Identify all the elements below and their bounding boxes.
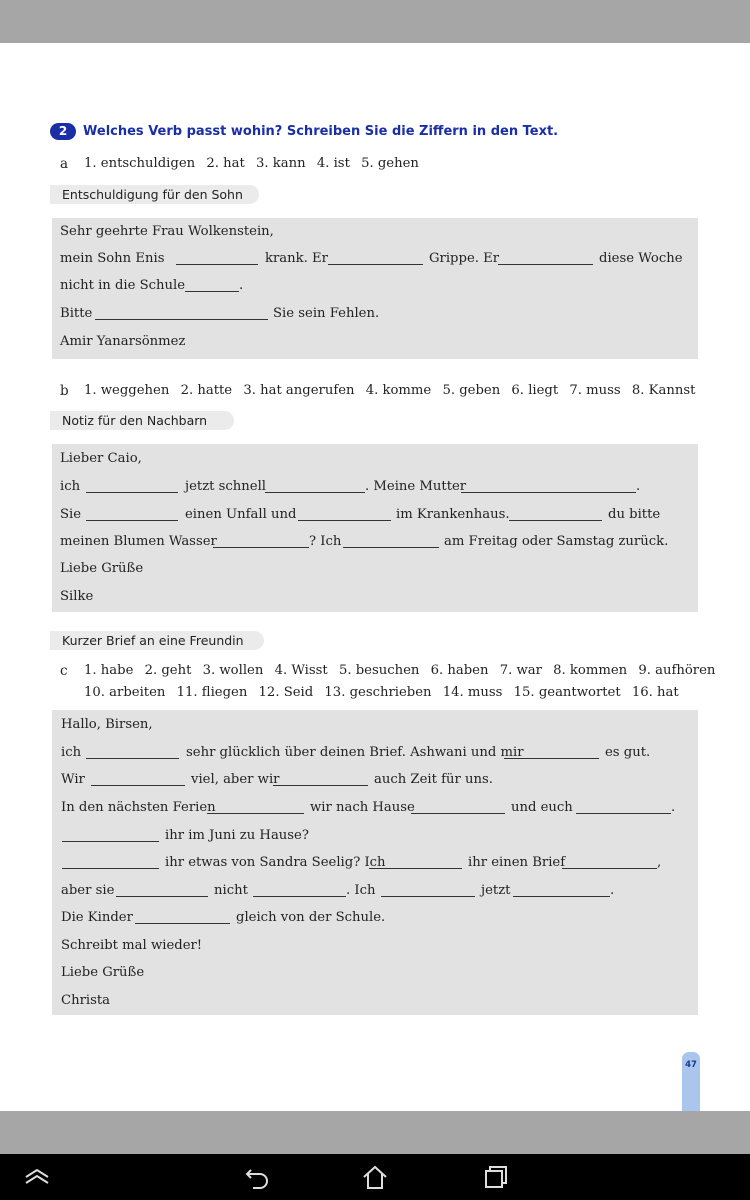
text-fragment: viel, aber wir — [191, 772, 280, 787]
answer-blank[interactable] — [562, 868, 657, 869]
part-c-letter: c — [60, 663, 68, 679]
text-fragment: ihr einen Brief — [468, 855, 566, 870]
text-fragment: mein Sohn Enis — [60, 251, 165, 266]
text-fragment: . Ich — [346, 883, 376, 898]
letter-closing: Liebe Grüße — [60, 561, 144, 576]
answer-blank[interactable] — [207, 813, 304, 814]
letter-greeting: Hallo, Birsen, — [61, 717, 153, 732]
word-option: 3. kann — [255, 156, 306, 171]
word-option: 11. fliegen — [176, 685, 248, 700]
text-fragment: du bitte — [608, 507, 661, 522]
answer-blank[interactable] — [369, 868, 462, 869]
answer-blank[interactable] — [273, 785, 368, 786]
answer-blank[interactable] — [62, 868, 159, 869]
part-a-word-list — [84, 156, 426, 171]
answer-blank[interactable] — [135, 923, 230, 924]
part-a-heading: Entschuldigung für den Sohn — [50, 185, 259, 204]
word-option: 3. hat angerufen — [243, 383, 355, 398]
text-fragment: Grippe. Er — [429, 251, 500, 266]
text-fragment: , — [657, 855, 662, 870]
word-option: 7. war — [499, 663, 542, 678]
text-fragment: Wir — [61, 772, 85, 787]
part-c-word-list-row2 — [84, 685, 686, 700]
answer-blank[interactable] — [509, 520, 602, 521]
word-option: 2. hatte — [180, 383, 233, 398]
answer-blank[interactable] — [513, 896, 610, 897]
text-fragment: nicht — [214, 883, 248, 898]
text-fragment: jetzt — [481, 883, 511, 898]
text-fragment: ? Ich — [309, 534, 342, 549]
text-fragment: und euch — [511, 800, 573, 815]
text-fragment: Sie sein Fehlen. — [273, 306, 380, 321]
text-fragment: . — [636, 479, 641, 494]
word-option: 1. entschuldigen — [84, 156, 196, 171]
text-fragment: . Meine Mutter — [365, 479, 467, 494]
letter-greeting: Lieber Caio, — [60, 451, 142, 466]
text-fragment: Sie — [60, 507, 82, 522]
answer-blank[interactable] — [298, 520, 391, 521]
part-b-word-list — [84, 383, 702, 398]
answer-blank[interactable] — [185, 291, 239, 292]
word-option: 5. besuchen — [338, 663, 420, 678]
text-fragment: sehr glücklich über deinen Brief. Ashwani und mir — [186, 745, 524, 760]
text-fragment: am Freitag oder Samstag zurück. — [444, 534, 669, 549]
text-fragment: nicht in die Schule — [60, 278, 186, 293]
word-option: 4. ist — [316, 156, 350, 171]
part-b-text-box — [52, 444, 698, 612]
text-fragment: es gut. — [605, 745, 651, 760]
letter-greeting: Sehr geehrte Frau Wolkenstein, — [60, 224, 274, 239]
text-fragment: ich — [60, 479, 81, 494]
text-fragment: diese Woche — [599, 251, 683, 266]
exercise-number-badge: 2 — [50, 123, 76, 140]
word-option: 2. hat — [206, 156, 245, 171]
word-option: 15. geantwortet — [513, 685, 621, 700]
text-fragment: In den nächsten Ferien — [61, 800, 216, 815]
part-b-letter: b — [60, 383, 69, 399]
top-status-bar — [0, 0, 750, 43]
word-option: 5. geben — [442, 383, 501, 398]
word-option: 2. geht — [144, 663, 192, 678]
answer-blank[interactable] — [504, 758, 599, 759]
word-option: 1. weggehen — [84, 383, 170, 398]
text-fragment: wir nach Hause — [310, 800, 415, 815]
part-b-heading: Notiz für den Nachbarn — [50, 411, 234, 430]
letter-closing: Liebe Grüße — [61, 965, 145, 980]
answer-blank[interactable] — [343, 547, 439, 548]
answer-blank[interactable] — [86, 758, 179, 759]
text-fragment: ich — [61, 745, 82, 760]
exercise-title — [50, 121, 558, 141]
text-fragment: krank. Er — [265, 251, 328, 266]
answer-blank[interactable] — [411, 813, 505, 814]
word-option: 16. hat — [631, 685, 679, 700]
text-fragment: jetzt schnell — [185, 479, 267, 494]
word-option: 3. wollen — [202, 663, 264, 678]
text-fragment: auch Zeit für uns. — [374, 772, 493, 787]
word-option: 6. haben — [430, 663, 489, 678]
navigation-bar — [0, 1154, 750, 1200]
text-fragment: im Krankenhaus. — [396, 507, 510, 522]
text-fragment: meinen Blumen Wasser — [60, 534, 217, 549]
bottom-bar — [0, 1111, 750, 1154]
word-option: 7. muss — [569, 383, 621, 398]
answer-blank[interactable] — [62, 841, 159, 842]
text-fragment: . — [671, 800, 676, 815]
text-fragment: einen Unfall und — [185, 507, 297, 522]
answer-blank[interactable] — [116, 896, 208, 897]
text-fragment: . — [239, 278, 244, 293]
word-option: 10. arbeiten — [84, 685, 166, 700]
text-fragment: ihr im Juni zu Hause? — [165, 828, 309, 843]
home-icon[interactable] — [358, 1160, 392, 1194]
answer-blank[interactable] — [91, 785, 185, 786]
word-option: 8. kommen — [553, 663, 628, 678]
text-fragment: Bitte — [60, 306, 93, 321]
answer-blank[interactable] — [328, 264, 423, 265]
word-option: 9. aufhören — [638, 663, 716, 678]
letter-signature: Amir Yanarsönmez — [60, 334, 186, 349]
answer-blank[interactable] — [213, 547, 309, 548]
answer-blank[interactable] — [461, 492, 636, 493]
part-a-letter: a — [60, 156, 69, 172]
answer-blank[interactable] — [86, 520, 178, 521]
answer-blank[interactable] — [576, 813, 671, 814]
text-fragment: Schreibt mal wieder! — [61, 938, 203, 953]
answer-blank[interactable] — [253, 896, 346, 897]
part-c-heading: Kurzer Brief an eine Freundin — [50, 631, 264, 650]
answer-blank[interactable] — [95, 319, 268, 320]
text-fragment: gleich von der Schule. — [236, 910, 386, 925]
exercise-instruction: Welches Verb passt wohin? Schreiben Sie die Ziffern in den Text. — [83, 123, 559, 139]
word-option: 5. gehen — [361, 156, 419, 171]
text-fragment: ihr etwas von Sandra Seelig? Ich — [165, 855, 386, 870]
letter-signature: Silke — [60, 589, 94, 604]
word-option: 8. Kannst — [631, 383, 696, 398]
answer-blank[interactable] — [498, 264, 593, 265]
part-c-word-list-row1 — [84, 663, 722, 678]
word-option: 14. muss — [442, 685, 503, 700]
text-fragment: Die Kinder — [61, 910, 133, 925]
page-number: 47 — [685, 1060, 697, 1070]
text-fragment: . — [610, 883, 615, 898]
recent-apps-icon[interactable] — [479, 1160, 513, 1194]
answer-blank[interactable] — [265, 492, 365, 493]
word-option: 6. liegt — [511, 383, 559, 398]
text-fragment: aber sie — [61, 883, 115, 898]
word-option: 4. Wisst — [274, 663, 328, 678]
word-option: 4. komme — [365, 383, 432, 398]
collapse-icon[interactable] — [20, 1160, 54, 1194]
answer-blank[interactable] — [86, 492, 178, 493]
answer-blank[interactable] — [381, 896, 475, 897]
word-option: 1. habe — [84, 663, 134, 678]
word-option: 12. Seid — [258, 685, 314, 700]
answer-blank[interactable] — [176, 264, 258, 265]
word-option: 13. geschrieben — [324, 685, 432, 700]
back-icon[interactable] — [240, 1160, 274, 1194]
letter-signature: Christa — [61, 993, 111, 1008]
